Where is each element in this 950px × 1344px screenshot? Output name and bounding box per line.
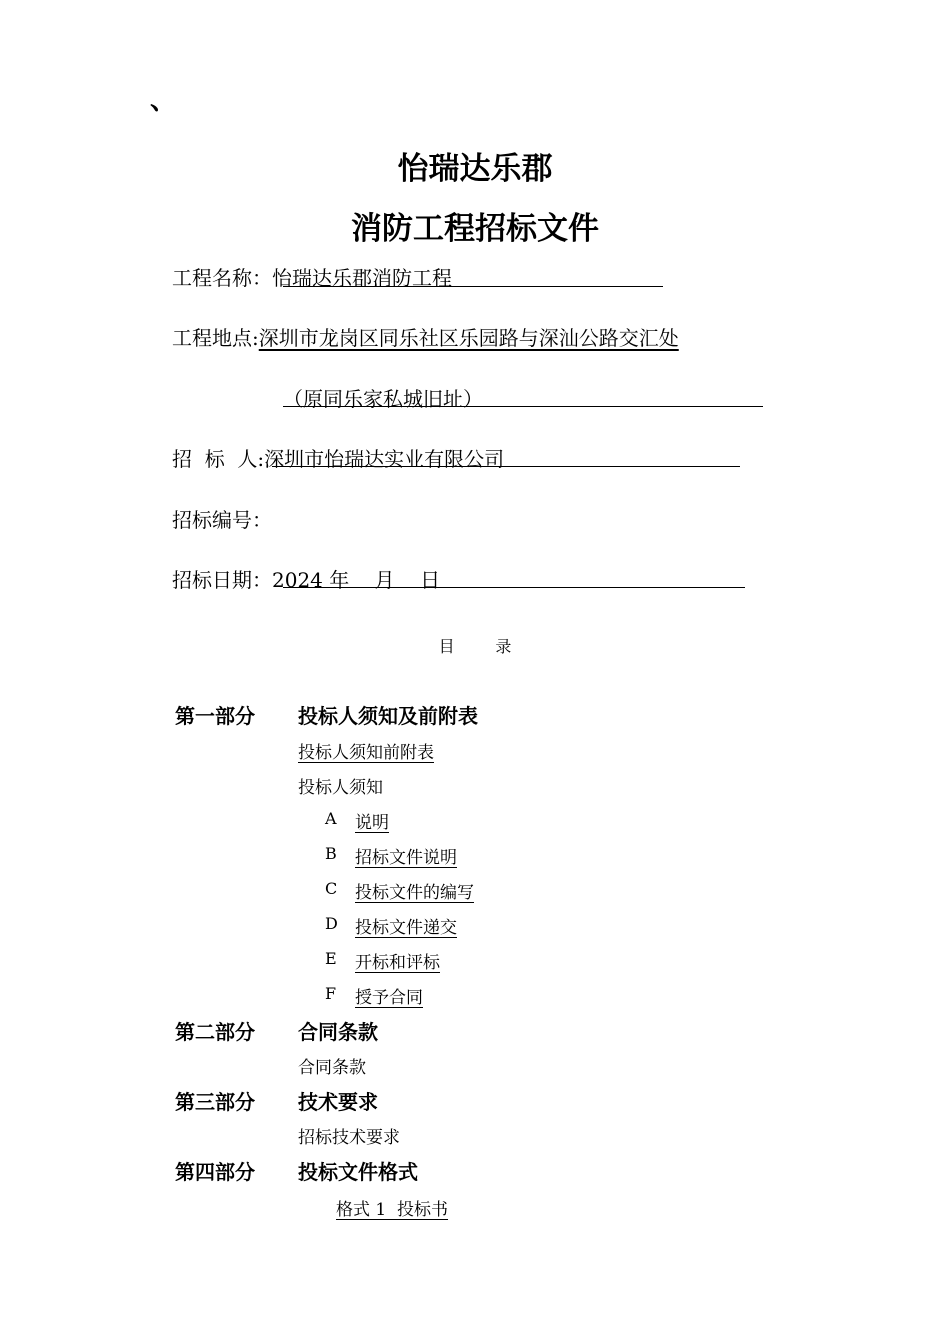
toc-part3-number: 第三部分 (175, 1090, 255, 1114)
toc-section-letter: C (325, 879, 338, 898)
toc-part4-number: 第四部分 (175, 1160, 255, 1184)
toc-section-letter: F (325, 984, 337, 1003)
toc-part4-format1-link[interactable]: 格式 1 投标书 (336, 1200, 449, 1220)
toc-section-link[interactable]: 投标文件递交 (355, 918, 457, 938)
toc-section-letter: E (325, 949, 337, 968)
project-name-value: 怡瑞达乐郡消防工程 (272, 266, 452, 290)
project-name-underline (283, 286, 663, 287)
toc-section-letter: B (325, 844, 337, 863)
toc-part1-link-appendix[interactable]: 投标人须知前附表 (298, 743, 434, 763)
toc-part1-title: 投标人须知及前附表 (298, 704, 478, 728)
toc-section-letter: D (325, 914, 338, 933)
tender-date-row (172, 564, 440, 593)
project-location-label: 工程地点: (172, 326, 259, 350)
toc-section-link[interactable]: 招标文件说明 (355, 848, 457, 868)
toc-part1-number: 第一部分 (175, 704, 255, 728)
toc-part2-title: 合同条款 (298, 1020, 378, 1044)
project-location-underline (283, 406, 763, 407)
toc-part3-title: 技术要求 (298, 1090, 378, 1114)
doc-title-line2: 消防工程招标文件 (351, 211, 599, 247)
toc-part3-sub: 招标技术要求 (298, 1128, 400, 1148)
project-name-label: 工程名称： (172, 266, 272, 290)
toc-section-letter: A (325, 809, 337, 828)
toc-part2-sub: 合同条款 (298, 1058, 366, 1078)
toc-section-link[interactable]: 说明 (355, 813, 389, 833)
tenderer-label: 招 标 人: (172, 447, 265, 471)
tender-date-value: 2024 年 月 日 (272, 568, 441, 592)
toc-section-link[interactable]: 授予合同 (355, 988, 423, 1008)
tender-date-label: 招标日期： (172, 568, 272, 592)
toc-part2-number: 第二部分 (175, 1020, 255, 1044)
tender-number-row (172, 504, 272, 533)
corner-mark: 、 (150, 86, 177, 116)
toc-heading: 目 录 (438, 637, 512, 656)
project-location-line2: （原同乐家私城旧址） (283, 387, 483, 411)
toc-section-link[interactable]: 投标文件的编写 (355, 883, 474, 903)
toc-part4-title: 投标文件格式 (298, 1160, 418, 1184)
tenderer-value: 深圳市怡瑞达实业有限公司 (264, 447, 505, 471)
project-location-row (172, 322, 679, 351)
doc-title-line1: 怡瑞达乐郡 (397, 151, 553, 187)
tender-number-label: 招标编号： (172, 508, 272, 532)
toc-part1-instructions: 投标人须知 (298, 778, 383, 798)
tenderer-row (172, 443, 504, 472)
toc-section-link[interactable]: 开标和评标 (355, 953, 440, 973)
project-location-value: 深圳市龙岗区同乐社区乐园路与深汕公路交汇处 (258, 326, 679, 350)
tender-date-underline (283, 587, 745, 588)
tenderer-underline (272, 466, 740, 467)
